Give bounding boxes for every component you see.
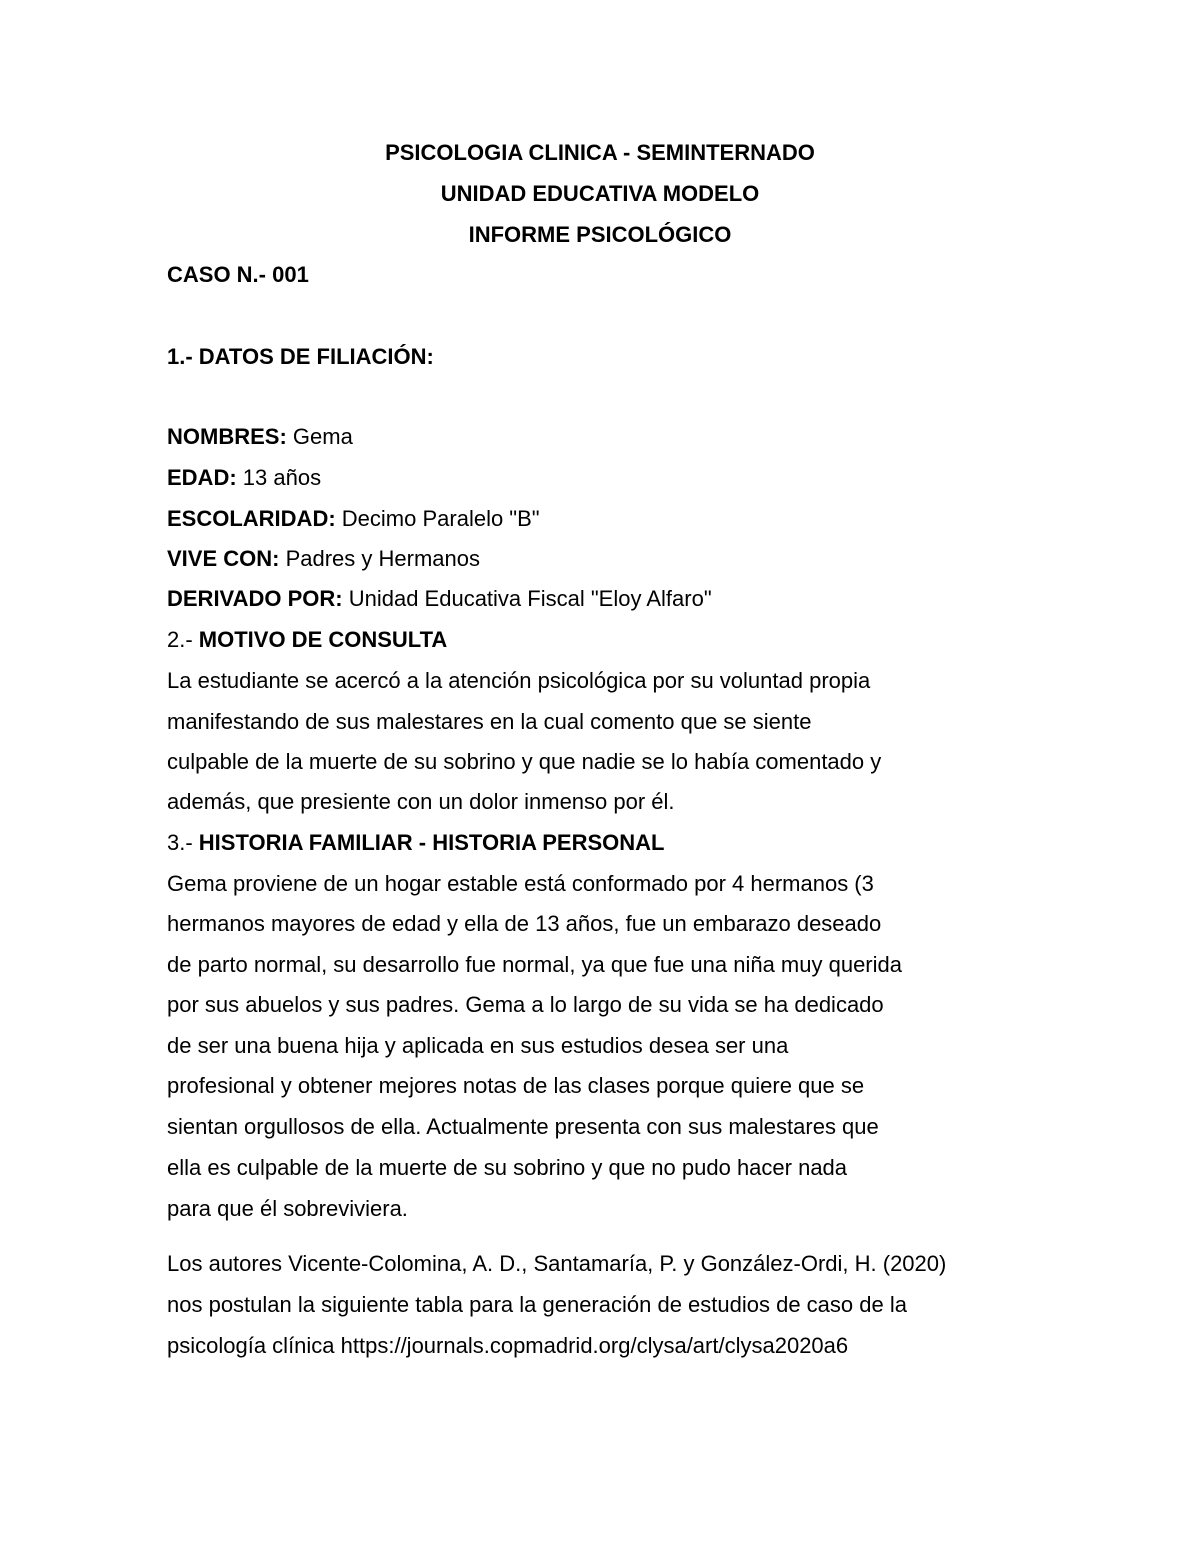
paragraph-line: por sus abuelos y sus padres. Gema a lo largo de su vida se ha dedicado xyxy=(167,992,884,1017)
field-value: Unidad Educativa Fiscal "Eloy Alfaro" xyxy=(342,586,712,611)
paragraph-line: manifestando de sus malestares en la cual comento que se siente xyxy=(167,709,812,734)
header-line-3: INFORME PSICOLÓGICO xyxy=(468,222,732,247)
section-number: 3.- xyxy=(167,830,199,855)
closing-line: nos postulan la siguiente tabla para la generación de estudios de caso de la xyxy=(167,1292,907,1317)
paragraph-line: para que él sobreviviera. xyxy=(167,1196,408,1221)
field-value: Gema xyxy=(286,424,353,449)
field-derivado-por xyxy=(167,584,712,614)
paragraph-line: de ser una buena hija y aplicada en sus estudios desea ser una xyxy=(167,1033,789,1058)
field-edad xyxy=(167,463,321,493)
field-label: EDAD: xyxy=(167,465,237,490)
closing-line: Los autores Vicente-Colomina, A. D., Santamaría, P. y González-Ordi, H. (2020) xyxy=(167,1251,947,1276)
header-line-1: PSICOLOGIA CLINICA - SEMINTERNADO xyxy=(385,140,815,165)
paragraph-line: ella es culpable de la muerte de su sobrino y que no pudo hacer nada xyxy=(167,1155,848,1180)
paragraph-line: además, que presiente con un dolor inmenso por él. xyxy=(167,789,675,814)
section-title: MOTIVO DE CONSULTA xyxy=(198,627,448,652)
field-value: 13 años xyxy=(236,465,322,490)
section-3-heading xyxy=(167,828,664,858)
field-escolaridad xyxy=(167,504,540,534)
paragraph-line: sientan orgullosos de ella. Actualmente presenta con sus malestares que xyxy=(167,1114,879,1139)
field-label: NOMBRES: xyxy=(167,424,287,449)
field-vive-con xyxy=(167,544,480,574)
field-label: ESCOLARIDAD: xyxy=(167,506,336,531)
field-value: Decimo Paralelo "B" xyxy=(335,506,540,531)
paragraph-line: hermanos mayores de edad y ella de 13 años, fue un embarazo deseado xyxy=(167,911,882,936)
paragraph-line: de parto normal, su desarrollo fue normal, ya que fue una niña muy querida xyxy=(167,952,902,977)
section-number: 2.- xyxy=(167,627,199,652)
closing-line: psicología clínica https://journals.copmadrid.org/clysa/art/clysa2020a6 xyxy=(167,1333,849,1358)
case-number: CASO N.- 001 xyxy=(167,262,309,287)
section-2-heading xyxy=(167,625,447,655)
section-title: HISTORIA FAMILIAR - HISTORIA PERSONAL xyxy=(198,830,665,855)
field-nombres xyxy=(167,422,353,452)
field-label: VIVE CON: xyxy=(167,546,280,571)
section-1-title: 1.- DATOS DE FILIACIÓN: xyxy=(167,344,434,369)
header-line-2: UNIDAD EDUCATIVA MODELO xyxy=(440,181,760,206)
paragraph-line: La estudiante se acercó a la atención psicológica por su voluntad propia xyxy=(167,668,871,693)
field-label: DERIVADO POR: xyxy=(167,586,343,611)
paragraph-line: profesional y obtener mejores notas de las clases porque quiere que se xyxy=(167,1073,865,1098)
paragraph-line: Gema proviene de un hogar estable está conformado por 4 hermanos (3 xyxy=(167,871,874,896)
field-value: Padres y Hermanos xyxy=(279,546,480,571)
paragraph-line: culpable de la muerte de su sobrino y que nadie se lo había comentado y xyxy=(167,749,882,774)
